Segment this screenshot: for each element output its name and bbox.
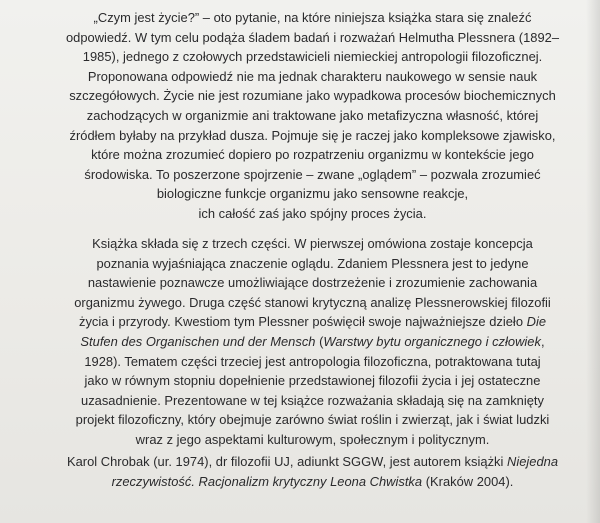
text-segment: (Kraków 2004).	[422, 473, 514, 489]
text-line: 1928). Tematem części trzeciej jest antropologia filozoficzna, potraktowana tutaj	[84, 353, 541, 369]
text-line: jako w równym stopniu dopełnienie przedstawionej filozofii życia i jej ostateczne	[84, 373, 541, 389]
text-line: wraz z jego aspektami kulturowym, społecznym i politycznym.	[135, 431, 490, 447]
text-line: 1985), jednego z czołowych przedstawicieli niemieckiej antropologii filozoficznej.	[82, 49, 543, 65]
text-line: Proponowana odpowiedź nie ma jednak charakteru naukowego w sensie nauk	[87, 68, 538, 84]
paragraph-book-structure	[50, 234, 575, 450]
text-line: zachodzących w organizmie ani traktowane jako metafizyczna własność, której	[86, 107, 539, 123]
text-segment: życia i przyrody. Kwestiom tym Plessner poświęcił swoje najważniejsze dzieło	[78, 314, 527, 330]
book-title-italic: Die	[526, 314, 547, 330]
text-line	[50, 332, 575, 352]
text-segment: Karol Chrobak (ur. 1974), dr filozofii UJ, adiunkt SGGW, jest autorem książki	[66, 454, 507, 469]
text-line: uzasadnienie. Prezentowane w tej książce rozważania składają się na zamknięty	[81, 392, 544, 408]
text-line: biologiczne funkcje organizmu jako sensowne reakcje,	[156, 186, 469, 202]
author-book-title-italic: Niejedna	[506, 454, 559, 469]
text-line: środowiska. To poszerzone spojrzenie – zwane „oglądem” – pozwala zrozumieć	[84, 166, 541, 182]
book-title-italic: Stufen des Organischen und der Mensch	[80, 333, 316, 349]
text-line	[50, 452, 575, 472]
paragraph-book-question	[50, 8, 575, 224]
text-line: które można zrozumieć dopiero po rozpatrzeniu organizmu w kontekście jego	[91, 147, 534, 163]
text-line: odpowiedź. W tym celu podąża śladem badań i rozważań Helmutha Plessnera (1892–	[65, 29, 560, 45]
text-line: ich całość zaś jako spójny proces życia.	[198, 205, 427, 221]
text-segment: ,	[540, 333, 545, 349]
text-line: poznania wyjaśniająca znaczenie oglądu. Zdaniem Plessnera jest to jedyne	[96, 255, 529, 271]
text-line: organizmu żywego. Druga część stanowi krytyczną analizę Plessnerowskiej filozofii	[74, 294, 551, 310]
text-line: źródłem byłaby na przykład dusza. Pojmuje się je raczej jako kompleksowe zjawisko,	[69, 127, 556, 143]
text-line: Książka składa się z trzech części. W pierwszej omówiona zostaje koncepcja	[92, 236, 533, 251]
text-line	[50, 312, 575, 332]
text-line	[50, 472, 575, 492]
book-title-translation-italic: Warstwy bytu organicznego i człowiek	[323, 333, 541, 349]
text-segment: (	[315, 333, 324, 349]
text-line: szczegółowych. Życie nie jest rozumiane jako wypadkowa procesów biochemicznych	[69, 88, 556, 104]
page-edge-shadow	[586, 0, 600, 523]
paragraph-author-bio	[50, 452, 575, 491]
text-line: nastawienie poznawcze umożliwiające dostrzeżenie i zrozumienie zachowania	[87, 275, 538, 291]
author-book-title-italic: rzeczywistość. Racjonalizm krytyczny Leona Chwistka	[111, 473, 423, 489]
text-line: „Czym jest życie?” – oto pytanie, na które niniejsza książka stara się znaleźć	[93, 10, 532, 25]
text-line: projekt filozoficzny, który obejmuje zarówno świat roślin i zwierząt, jak i świat ludzki	[75, 412, 550, 428]
